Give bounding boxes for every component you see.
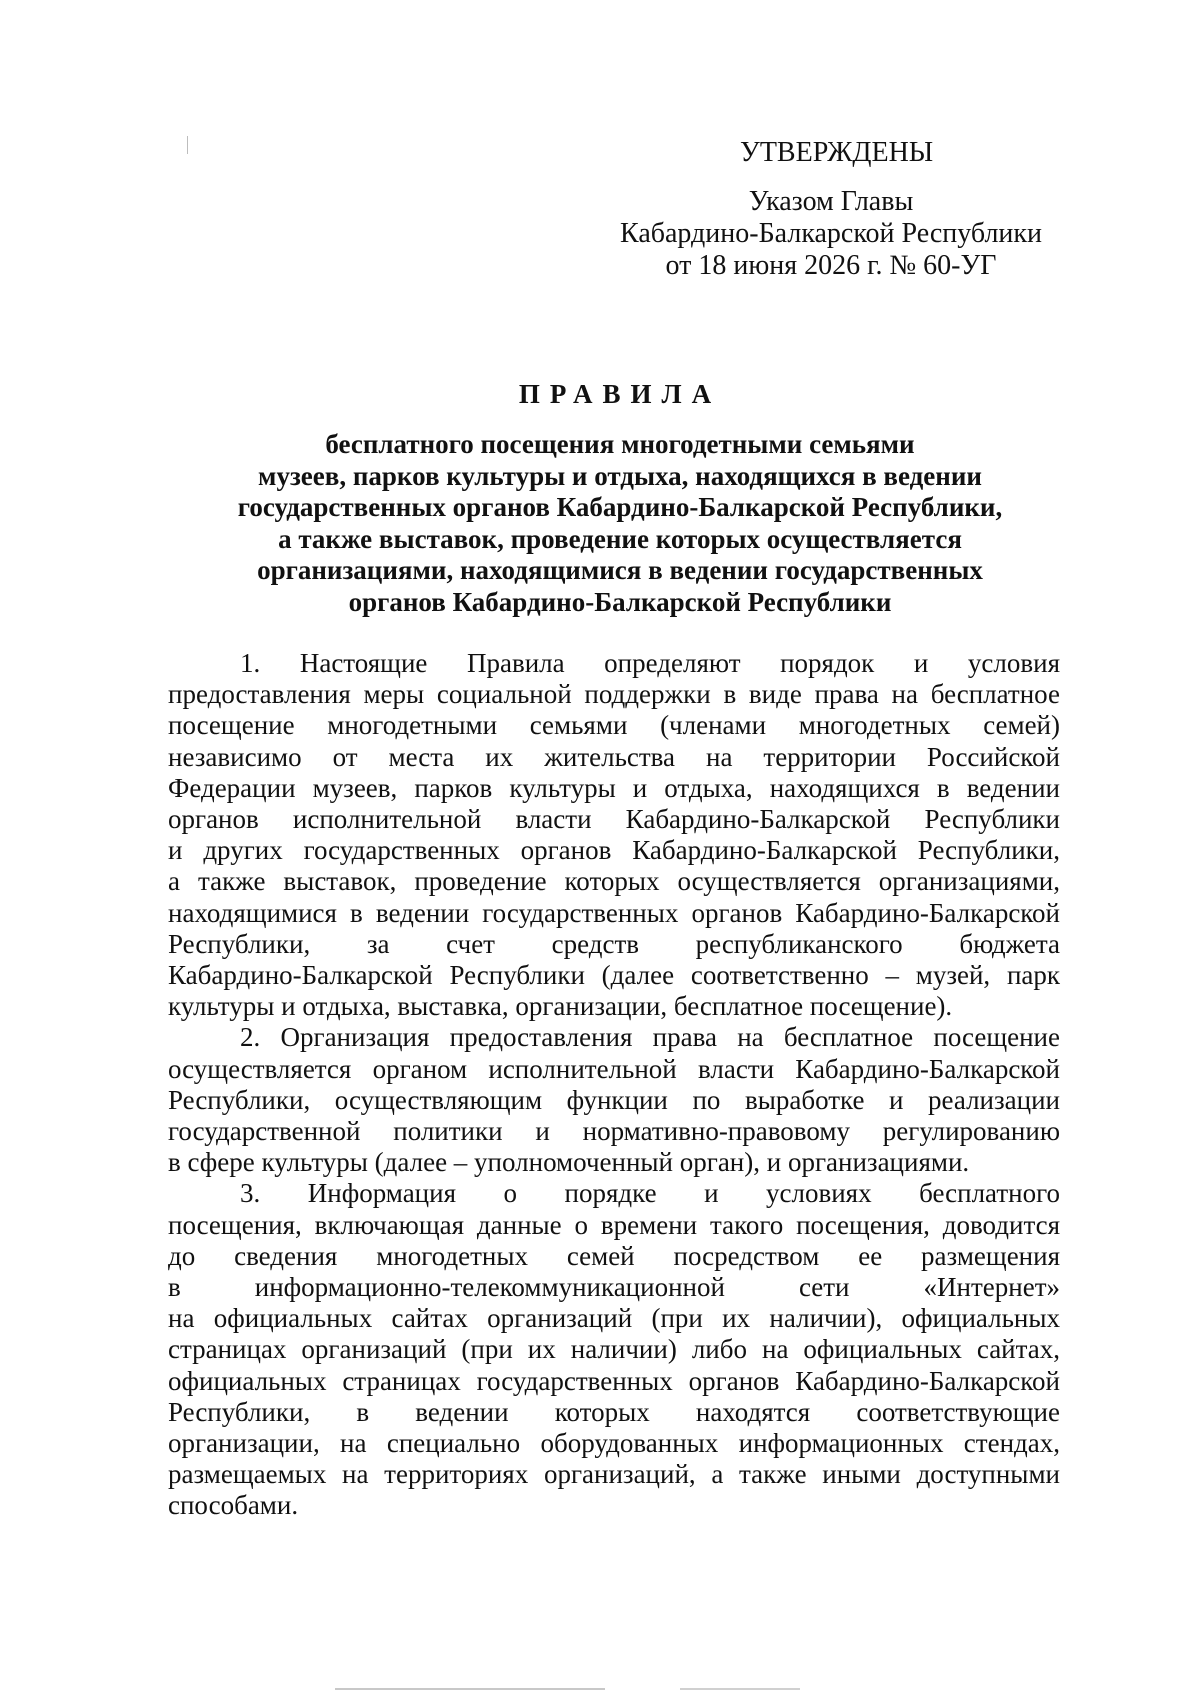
paragraph-line: посещения, включающая данные о времени такого посещения, доводится	[168, 1209, 1060, 1240]
paragraph-line: органов исполнительной власти Кабардино-Балкарской Республики	[168, 804, 1060, 835]
paragraph-line: страницах организаций (при их наличии) либо на официальных сайтах,	[168, 1334, 1060, 1365]
paragraph-line: 1. Настоящие Правила определяют порядок и условия	[240, 648, 1060, 678]
paragraph-line: государственной политики и нормативно-правовому регулированию	[168, 1116, 1060, 1147]
paragraph-line: посещение многодетными семьями (членами многодетных семей)	[168, 710, 1060, 741]
approval-line: от 18 июня 2026 г. № 60-УГ	[665, 250, 997, 281]
paragraph-line: находящимися в ведении государственных органов Кабардино-Балкарской	[168, 897, 1060, 928]
paragraph-line: а также выставок, проведение которых осуществляется организациями,	[168, 866, 1060, 897]
paragraph-line: в сфере культуры (далее – уполномоченный орган), и организациями.	[168, 1147, 970, 1178]
paragraph-line: и других государственных органов Кабардино-Балкарской Республики,	[168, 835, 1060, 866]
approval-line: Кабардино-Балкарской Республики	[620, 218, 1042, 249]
paragraph-line: до сведения многодетных семей посредством ее размещения	[168, 1240, 1060, 1271]
paragraph-line: Республики, в ведении которых находятся соответствующие	[168, 1396, 1060, 1427]
approval-details	[0, 186, 1200, 282]
scan-artifact	[187, 136, 188, 154]
paragraph-line: размещаемых на территориях организаций, а также иными доступными	[168, 1459, 1060, 1490]
document-subtitle	[150, 429, 1090, 618]
subtitle-line: бесплатного посещения многодетными семьями	[325, 429, 915, 459]
document-body	[168, 648, 1060, 1522]
scan-artifact	[680, 1688, 800, 1690]
paragraph-2	[168, 1022, 1060, 1178]
subtitle-line: музеев, парков культуры и отдыха, находящихся в ведении	[258, 460, 982, 491]
paragraph-line: Федерации музеев, парков культуры и отдыха, находящихся в ведении	[168, 772, 1060, 803]
paragraph-line: культуры и отдыха, выставка, организации, бесплатное посещение).	[168, 991, 953, 1022]
approval-heading: УТВЕРЖДЕНЫ	[740, 137, 934, 168]
paragraph-line: Республики, осуществляющим функции по выработке и реализации	[168, 1084, 1060, 1115]
subtitle-line: органов Кабардино-Балкарской Республики	[348, 586, 892, 617]
paragraph-line: способами.	[168, 1490, 299, 1521]
paragraph-line: официальных страницах государственных органов Кабардино-Балкарской	[168, 1365, 1060, 1396]
paragraph-line: в информационно-телекоммуникационной сети «Интернет»	[168, 1272, 1060, 1303]
paragraph-3	[168, 1178, 1060, 1521]
scan-artifact	[335, 1688, 605, 1690]
subtitle-line: организациями, находящимися в ведении государственных	[257, 555, 983, 585]
paragraph-line: 2. Организация предоставления права на бесплатное посещение	[240, 1022, 1060, 1053]
approval-line: Указом Главы	[748, 186, 914, 217]
paragraph-line: независимо от места их жительства на территории Российской	[168, 741, 1060, 772]
subtitle-line: государственных органов Кабардино-Балкарской Республики,	[237, 492, 1003, 522]
paragraph-line: осуществляется органом исполнительной власти Кабардино-Балкарской	[168, 1053, 1060, 1084]
paragraph-line: Кабардино-Балкарской Республики (далее соответственно – музей, парк	[168, 960, 1060, 991]
subtitle-line: а также выставок, проведение которых осуществляется	[278, 523, 962, 554]
paragraph-line: предоставления меры социальной поддержки в виде права на бесплатное	[168, 679, 1060, 710]
paragraph-line: Республики, за счет средств республиканского бюджета	[168, 928, 1060, 959]
paragraph-1	[168, 648, 1060, 1022]
document-title: ПРАВИЛА	[518, 379, 722, 409]
paragraph-line: организации, на специально оборудованных информационных стендах,	[168, 1428, 1060, 1459]
paragraph-line: на официальных сайтах организаций (при их наличии), официальных	[168, 1303, 1060, 1334]
paragraph-line: 3. Информация о порядке и условиях бесплатного	[240, 1178, 1060, 1209]
